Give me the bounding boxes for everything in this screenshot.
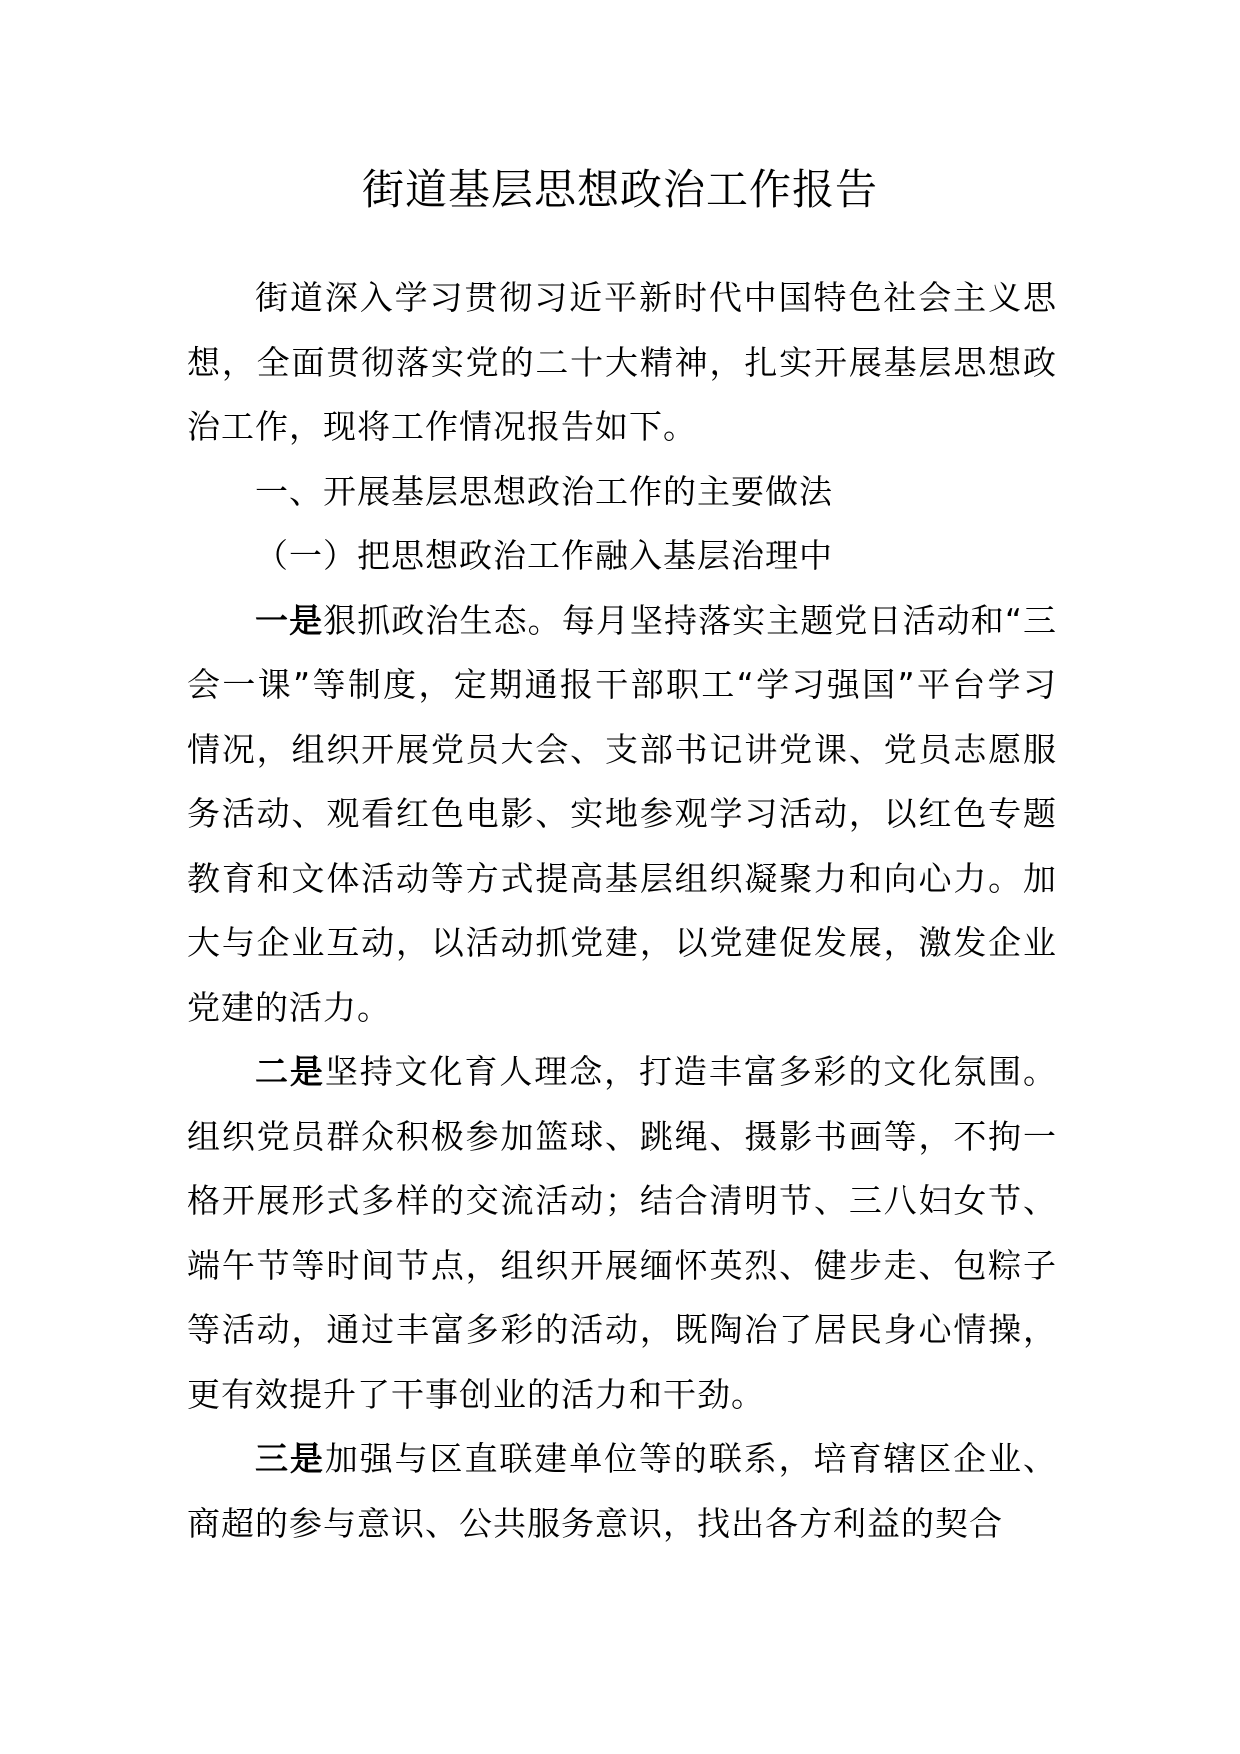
- item-text-2: 坚持文化育人理念，打造丰富多彩的文化氛围。组织党员群众积极参加篮球、跳绳、摄影书画等，不拘一格开展形式多样的交流活动；结合清明节、三八妇女节、端午节等时间节点，组织开展缅怀英烈、健步走、包粽子等活动，通过丰富多彩的活动，既陶冶了居民身心情操，更有效提升了干事创业的活力和干劲。: [187, 1052, 1058, 1414]
- item-lead-2: 二是: [255, 1052, 325, 1091]
- item-text-3: 加强与区直联建单位等的联系，培育辖区企业、商超的参与意识、公共服务意识，找出各方利益的契合: [187, 1439, 1058, 1543]
- subsection-heading: （一）把思想政治工作融入基层治理中: [255, 536, 833, 575]
- document-body: [187, 266, 1057, 1556]
- item-lead-1: 一是: [255, 600, 324, 640]
- intro-paragraph: 街道深入学习贯彻习近平新时代中国特色社会主义思想，全面贯彻落实党的二十大精神，扎实开展基层思想政治工作，现将工作情况报告如下。: [187, 278, 1057, 446]
- item-paragraph-3: [187, 1427, 1057, 1556]
- section-heading: 一、开展基层思想政治工作的主要做法: [255, 471, 833, 511]
- item-lead-3: 三是: [255, 1439, 325, 1478]
- item-text-1: 狠抓政治生态。每月坚持落实主题党日活动和“三会一课”等制度，定期通报干部职工“学习强国”平台学习情况，组织开展党员大会、支部书记讲党课、党员志愿服务活动、观看红色电影、实地参观学习活动，以红色专题教育和文体活动等方式提高基层组织凝聚力和向心力。加大与企业互动，以活动抓党建，以党建促发展，激发企业党建的活力。: [187, 600, 1057, 1027]
- item-paragraph-2: [187, 1040, 1057, 1427]
- item-paragraph-1: [187, 589, 1057, 1041]
- document-title: 街道基层思想政治工作报告: [361, 165, 878, 214]
